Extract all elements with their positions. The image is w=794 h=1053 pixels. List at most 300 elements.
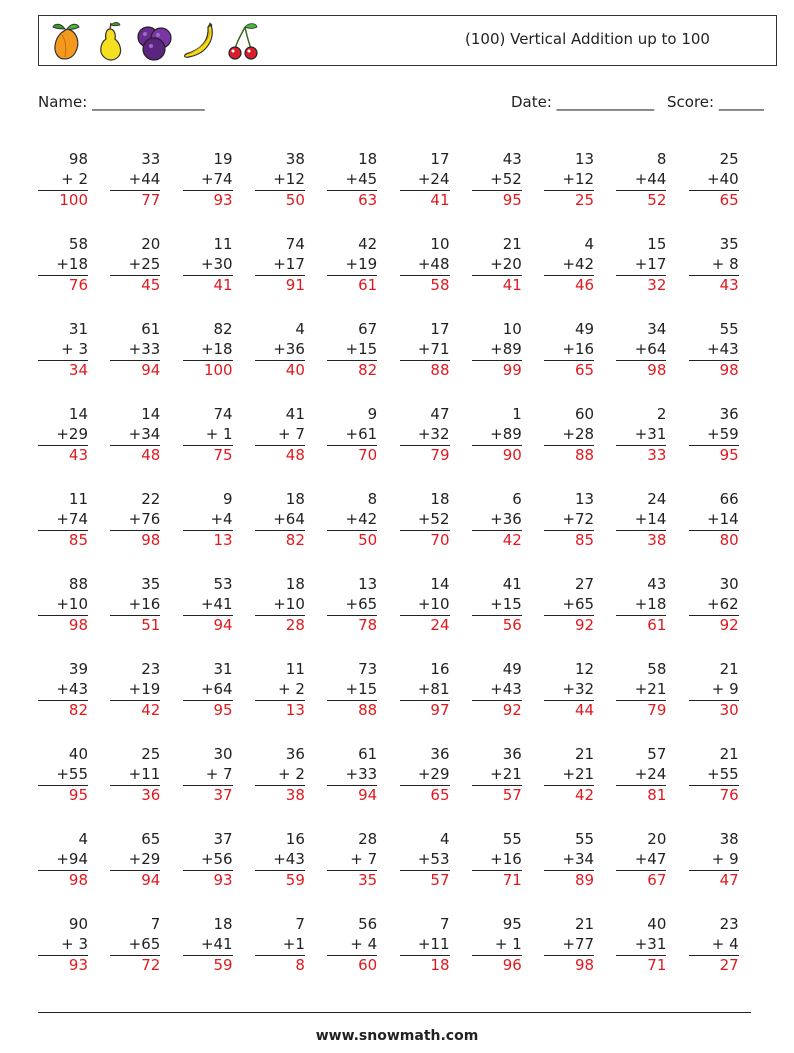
answer: 79 (616, 700, 666, 719)
second-addend: +76 (128, 509, 161, 528)
first-addend: 10 (502, 320, 522, 338)
addition-problem (110, 745, 160, 804)
first-addend: 24 (647, 490, 667, 508)
footer-website: www.snowmath.com (315, 1028, 479, 1044)
addition-problem (110, 490, 160, 549)
answer: 50 (327, 530, 377, 549)
second-addend: +52 (490, 169, 522, 188)
second-addend: +74 (200, 169, 233, 188)
answer: 51 (110, 615, 160, 634)
addition-problem (255, 320, 305, 379)
addition-problem (183, 575, 233, 634)
answer: 36 (110, 785, 160, 804)
first-addend: 21 (719, 660, 739, 678)
second-addend: + 3 (61, 934, 88, 953)
answer: 13 (183, 530, 233, 549)
answer: 98 (38, 615, 88, 634)
second-addend: +48 (417, 254, 450, 273)
second-addend: + 2 (61, 169, 88, 188)
second-addend: +64 (273, 509, 305, 528)
answer: 41 (400, 190, 450, 209)
addition-problem (38, 150, 88, 209)
first-addend: 25 (141, 745, 161, 763)
second-addend: +24 (634, 764, 667, 783)
addition-problem (472, 915, 522, 974)
addition-problem (110, 235, 160, 294)
answer: 72 (110, 955, 160, 974)
answer: 43 (38, 445, 88, 464)
second-addend: +29 (128, 849, 161, 868)
first-addend: 55 (719, 320, 739, 338)
second-addend: +72 (562, 509, 595, 528)
second-addend: +61 (345, 424, 378, 443)
first-addend: 4 (439, 830, 450, 848)
second-addend: +42 (562, 254, 595, 273)
addition-problem (110, 150, 160, 209)
answer: 100 (183, 360, 233, 379)
answer: 82 (327, 360, 377, 379)
addition-problem (38, 830, 88, 889)
addition-problem (689, 150, 739, 209)
addition-problem (327, 915, 377, 974)
addition-problem (472, 830, 522, 889)
first-addend: 42 (358, 235, 378, 253)
answer: 50 (255, 190, 305, 209)
addition-problem (400, 575, 450, 634)
addition-problem (689, 660, 739, 719)
answer: 48 (255, 445, 305, 464)
answer: 28 (255, 615, 305, 634)
answer: 98 (689, 360, 739, 379)
second-addend: +14 (707, 509, 739, 528)
answer: 43 (689, 275, 739, 294)
first-addend: 9 (367, 405, 378, 423)
second-addend: + 4 (350, 934, 378, 953)
answer: 95 (38, 785, 88, 804)
answer: 98 (544, 955, 594, 974)
addition-problem (544, 405, 594, 464)
second-addend: +43 (56, 679, 88, 698)
addition-problem (183, 490, 233, 549)
answer: 93 (183, 190, 233, 209)
second-addend: + 1 (494, 934, 522, 953)
addition-problem (544, 575, 594, 634)
answer: 70 (400, 530, 450, 549)
first-addend: 14 (430, 575, 450, 593)
second-addend: +15 (345, 339, 378, 358)
answer: 94 (110, 870, 160, 889)
answer: 65 (689, 190, 739, 209)
answer: 30 (689, 700, 739, 719)
first-addend: 2 (656, 405, 667, 423)
second-addend: +43 (490, 679, 522, 698)
answer: 71 (472, 870, 522, 889)
first-addend: 18 (285, 490, 305, 508)
first-addend: 41 (285, 405, 305, 423)
date-field: Date: _____________ (511, 93, 655, 111)
answer: 35 (327, 870, 377, 889)
second-addend: +40 (707, 169, 739, 188)
addition-problem (183, 150, 233, 209)
second-addend: + 9 (711, 679, 739, 698)
addition-problem (38, 490, 88, 549)
answer: 59 (255, 870, 305, 889)
first-addend: 18 (430, 490, 450, 508)
first-addend: 23 (141, 660, 161, 678)
first-addend: 21 (502, 235, 522, 253)
second-addend: +41 (200, 594, 233, 613)
answer: 98 (110, 530, 160, 549)
addition-problem (110, 915, 160, 974)
second-addend: + 2 (278, 679, 305, 698)
addition-problem (689, 235, 739, 294)
addition-problem (400, 405, 450, 464)
addition-problem (472, 235, 522, 294)
first-addend: 20 (647, 830, 667, 848)
second-addend: +31 (634, 424, 667, 443)
addition-problem (38, 915, 88, 974)
addition-problem (110, 575, 160, 634)
second-addend: +42 (345, 509, 378, 528)
answer: 77 (110, 190, 160, 209)
answer: 88 (544, 445, 594, 464)
second-addend: +29 (417, 764, 450, 783)
second-addend: +45 (345, 169, 378, 188)
second-addend: + 8 (711, 254, 739, 273)
answer: 82 (255, 530, 305, 549)
first-addend: 38 (719, 830, 739, 848)
second-addend: +36 (273, 339, 305, 358)
first-addend: 47 (430, 405, 450, 423)
second-addend: +10 (56, 594, 88, 613)
answer: 82 (38, 700, 88, 719)
answer: 25 (544, 190, 594, 209)
second-addend: +65 (345, 594, 378, 613)
addition-problem (110, 405, 160, 464)
answer: 85 (38, 530, 88, 549)
first-addend: 21 (575, 745, 595, 763)
second-addend: +14 (634, 509, 667, 528)
second-addend: +81 (417, 679, 450, 698)
answer: 13 (255, 700, 305, 719)
second-addend: +10 (273, 594, 305, 613)
first-addend: 13 (575, 490, 595, 508)
answer: 40 (255, 360, 305, 379)
addition-problem (400, 745, 450, 804)
answer: 94 (327, 785, 377, 804)
second-addend: +17 (273, 254, 305, 273)
first-addend: 9 (223, 490, 233, 508)
second-addend: +4 (210, 509, 233, 528)
first-addend: 40 (647, 915, 667, 933)
first-addend: 14 (141, 405, 161, 423)
addition-problem (38, 405, 88, 464)
second-addend: +28 (562, 424, 595, 443)
first-addend: 37 (213, 830, 233, 848)
second-addend: +12 (562, 169, 595, 188)
first-addend: 7 (295, 915, 305, 933)
first-addend: 61 (141, 320, 161, 338)
addition-problem (689, 490, 739, 549)
first-addend: 18 (285, 575, 305, 593)
second-addend: +55 (707, 764, 739, 783)
second-addend: +32 (417, 424, 450, 443)
second-addend: + 4 (711, 934, 739, 953)
answer: 38 (616, 530, 666, 549)
second-addend: +65 (562, 594, 595, 613)
answer: 65 (544, 360, 594, 379)
addition-problem (255, 235, 305, 294)
first-addend: 11 (68, 490, 88, 508)
first-addend: 33 (141, 150, 161, 168)
second-addend: +15 (345, 679, 378, 698)
second-addend: +19 (128, 679, 161, 698)
answer: 59 (183, 955, 233, 974)
score-field: Score: ______ (667, 93, 764, 111)
addition-problem (183, 660, 233, 719)
answer: 95 (689, 445, 739, 464)
addition-problem (183, 830, 233, 889)
answer: 92 (689, 615, 739, 634)
addition-problem (38, 660, 88, 719)
answer: 71 (616, 955, 666, 974)
addition-problem (327, 490, 377, 549)
second-addend: + 3 (61, 339, 88, 358)
second-addend: +53 (417, 849, 450, 868)
answer: 95 (183, 700, 233, 719)
addition-problem (255, 405, 305, 464)
addition-problem (183, 235, 233, 294)
addition-problem (400, 830, 450, 889)
addition-problem (255, 745, 305, 804)
addition-problem (472, 575, 522, 634)
addition-problem (183, 405, 233, 464)
first-addend: 17 (430, 150, 450, 168)
first-addend: 31 (68, 320, 88, 338)
addition-problem (544, 320, 594, 379)
addition-problem (544, 490, 594, 549)
first-addend: 58 (647, 660, 667, 678)
second-addend: +89 (490, 339, 522, 358)
addition-problem (38, 320, 88, 379)
addition-problem (327, 405, 377, 464)
addition-problem (183, 915, 233, 974)
addition-problem (616, 235, 666, 294)
second-addend: +62 (707, 594, 739, 613)
answer: 38 (255, 785, 305, 804)
answer: 98 (38, 870, 88, 889)
first-addend: 38 (285, 150, 305, 168)
answer: 85 (544, 530, 594, 549)
addition-problem (616, 490, 666, 549)
first-addend: 18 (213, 915, 233, 933)
addition-problem (400, 660, 450, 719)
first-addend: 36 (719, 405, 739, 423)
first-addend: 74 (285, 235, 305, 253)
answer: 63 (327, 190, 377, 209)
answer: 78 (327, 615, 377, 634)
first-addend: 17 (430, 320, 450, 338)
second-addend: +18 (56, 254, 88, 273)
addition-problem (472, 745, 522, 804)
first-addend: 16 (430, 660, 450, 678)
second-addend: +21 (490, 764, 522, 783)
second-addend: +16 (562, 339, 595, 358)
addition-problem (110, 320, 160, 379)
addition-problem (689, 575, 739, 634)
answer: 92 (544, 615, 594, 634)
addition-problem (255, 660, 305, 719)
answer: 60 (327, 955, 377, 974)
answer: 65 (400, 785, 450, 804)
addition-problem (616, 575, 666, 634)
addition-problem (38, 575, 88, 634)
first-addend: 36 (430, 745, 450, 763)
first-addend: 36 (285, 745, 305, 763)
addition-problem (327, 320, 377, 379)
first-addend: 25 (719, 150, 739, 168)
plums-icon (135, 19, 173, 63)
first-addend: 57 (647, 745, 667, 763)
first-addend: 4 (78, 830, 88, 848)
addition-problem (616, 150, 666, 209)
first-addend: 27 (575, 575, 595, 593)
second-addend: + 2 (278, 764, 305, 783)
second-addend: +18 (200, 339, 233, 358)
answer: 33 (616, 445, 666, 464)
answer: 41 (183, 275, 233, 294)
second-addend: +33 (128, 339, 161, 358)
first-addend: 95 (502, 915, 522, 933)
addition-problem (255, 490, 305, 549)
second-addend: +44 (634, 169, 667, 188)
first-addend: 11 (213, 235, 233, 253)
first-addend: 4 (295, 320, 305, 338)
first-addend: 39 (68, 660, 88, 678)
addition-problem (616, 830, 666, 889)
addition-problem (400, 320, 450, 379)
addition-problem (616, 405, 666, 464)
second-addend: +52 (417, 509, 450, 528)
first-addend: 8 (656, 150, 667, 168)
answer: 32 (616, 275, 666, 294)
first-addend: 65 (141, 830, 161, 848)
second-addend: +34 (128, 424, 161, 443)
first-addend: 98 (68, 150, 88, 168)
addition-problem (544, 150, 594, 209)
answer: 24 (400, 615, 450, 634)
second-addend: +12 (273, 169, 305, 188)
addition-problem (689, 745, 739, 804)
answer: 80 (689, 530, 739, 549)
answer: 94 (183, 615, 233, 634)
first-addend: 36 (502, 745, 522, 763)
second-addend: +21 (634, 679, 667, 698)
addition-problem (255, 915, 305, 974)
first-addend: 23 (719, 915, 739, 933)
first-addend: 14 (68, 405, 88, 423)
second-addend: +15 (490, 594, 522, 613)
first-addend: 60 (575, 405, 595, 423)
addition-problem (689, 405, 739, 464)
answer: 95 (472, 190, 522, 209)
answer: 61 (616, 615, 666, 634)
answer: 46 (544, 275, 594, 294)
first-addend: 56 (358, 915, 378, 933)
answer: 93 (183, 870, 233, 889)
addition-problem (472, 405, 522, 464)
addition-problem (616, 660, 666, 719)
second-addend: +19 (345, 254, 378, 273)
second-addend: +65 (128, 934, 161, 953)
addition-problem (616, 320, 666, 379)
first-addend: 31 (213, 660, 233, 678)
second-addend: +1 (282, 934, 305, 953)
addition-problem (327, 575, 377, 634)
first-addend: 19 (213, 150, 233, 168)
answer: 76 (38, 275, 88, 294)
mango-icon (47, 19, 85, 63)
second-addend: +64 (634, 339, 667, 358)
first-addend: 7 (439, 915, 450, 933)
first-addend: 43 (502, 150, 522, 168)
first-addend: 53 (213, 575, 233, 593)
answer: 94 (110, 360, 160, 379)
addition-problem (255, 150, 305, 209)
second-addend: + 1 (205, 424, 233, 443)
first-addend: 4 (584, 235, 595, 253)
addition-problem (327, 235, 377, 294)
answer: 57 (400, 870, 450, 889)
first-addend: 43 (647, 575, 667, 593)
addition-problem (183, 320, 233, 379)
answer: 34 (38, 360, 88, 379)
second-addend: +33 (345, 764, 378, 783)
answer: 93 (38, 955, 88, 974)
answer: 75 (183, 445, 233, 464)
second-addend: +17 (634, 254, 667, 273)
second-addend: +16 (490, 849, 522, 868)
second-addend: +55 (56, 764, 88, 783)
second-addend: +11 (128, 764, 161, 783)
answer: 81 (616, 785, 666, 804)
first-addend: 28 (358, 830, 378, 848)
addition-problem (544, 830, 594, 889)
first-addend: 35 (719, 235, 739, 253)
first-addend: 55 (502, 830, 522, 848)
addition-problem (472, 150, 522, 209)
first-addend: 20 (141, 235, 161, 253)
answer: 44 (544, 700, 594, 719)
first-addend: 11 (285, 660, 305, 678)
answer: 56 (472, 615, 522, 634)
first-addend: 49 (502, 660, 522, 678)
addition-problem (400, 490, 450, 549)
addition-problem (689, 915, 739, 974)
second-addend: +16 (128, 594, 161, 613)
answer: 42 (110, 700, 160, 719)
first-addend: 58 (68, 235, 88, 253)
answer: 97 (400, 700, 450, 719)
answer: 61 (327, 275, 377, 294)
first-addend: 13 (358, 575, 378, 593)
first-addend: 1 (512, 405, 522, 423)
student-info-row (0, 93, 794, 113)
first-addend: 10 (430, 235, 450, 253)
addition-problem (327, 150, 377, 209)
first-addend: 34 (647, 320, 667, 338)
answer: 100 (38, 190, 88, 209)
